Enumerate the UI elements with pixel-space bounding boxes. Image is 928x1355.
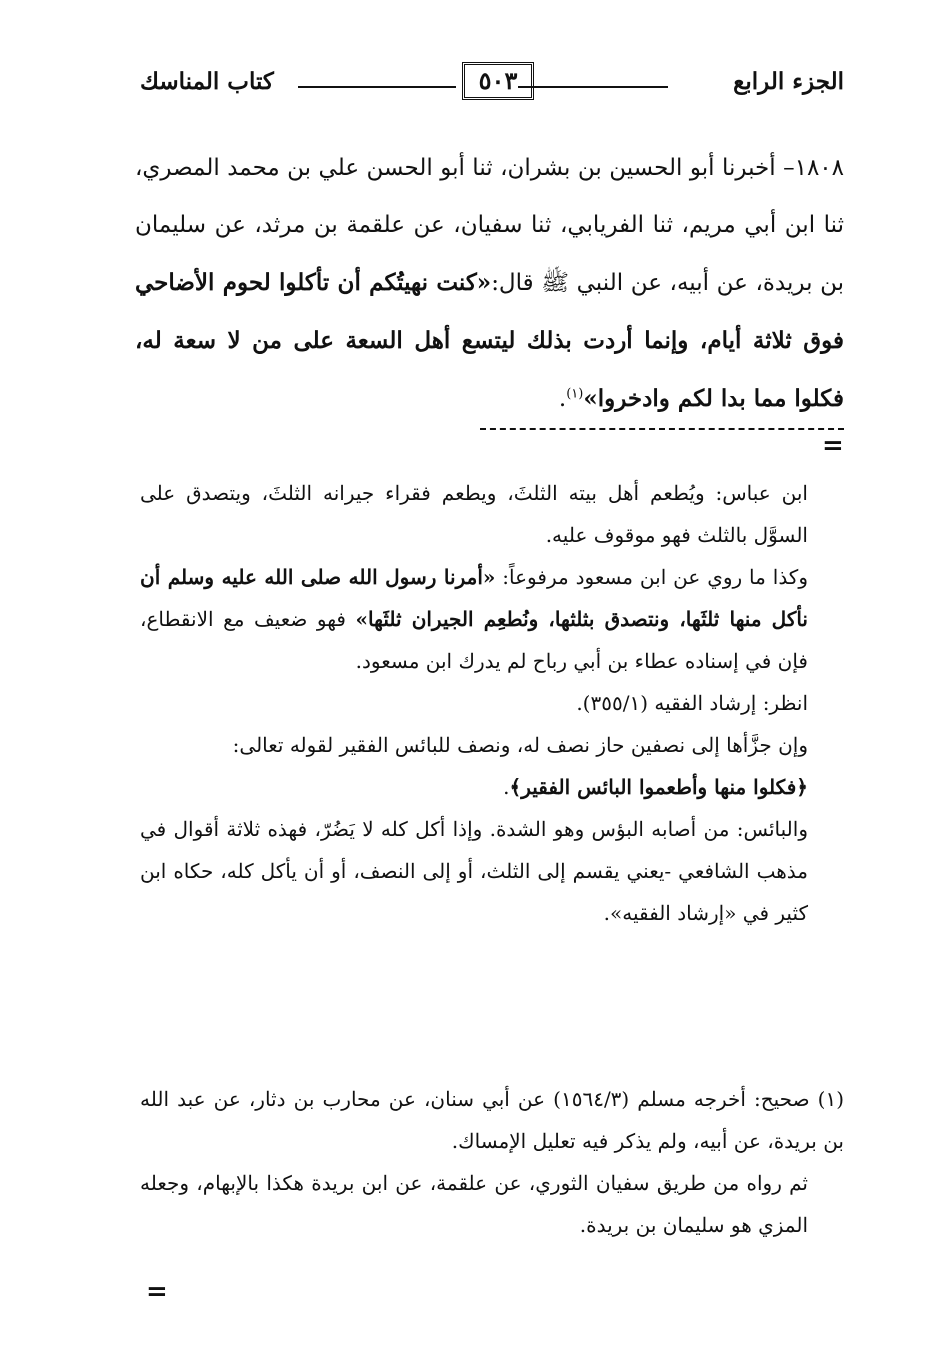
page-number: ٥٠٣ <box>462 62 534 100</box>
note-paragraph <box>140 766 808 808</box>
quran-verse: ﴿فكلوا منها وأطعموا البائس الفقير﴾ <box>509 775 808 799</box>
header-rule-left <box>298 86 456 88</box>
note-quote: «أمرنا رسول الله صلى الله عليه وسلم أن نأكل منها ثلثَها، ونتصدق بثلثها، ونُطعِم الجيران ثلثَها» <box>140 565 809 631</box>
hadith-matn: «كنت نهيتُكم أن تأكلوا لحوم الأضاحي فوق ثلاثة أيام، وإنما أردت بذلك ليتسع أهل السعة على من لا سعة له، فكلوا مما بدا لكم وادخروا» <box>135 269 844 412</box>
footnote-line <box>140 1078 844 1162</box>
note-paragraph: ابن عباس: ويُطعم أهل بيته الثلثَ، ويطعم فقراء جيرانه الثلثَ، ويتصدق على السوَّل بالثلث فهو موقوف عليه. <box>140 481 808 547</box>
footnote-text: صحيح: أخرجه مسلم (١٥٦٤/٣) عن أبي سنان، عن محارب بن دثار، عن عبد الله بن بريدة، عن أبيه، ولم يذكر فيه تعليل الإمساك. <box>140 1087 844 1153</box>
continuation-mark-top: = <box>822 431 844 461</box>
hadith-chain: أخبرنا أبو الحسين بن بشران، ثنا أبو الحسن علي بن محمد المصري، ثنا ابن أبي مريم، ثنا الفريابي، ثنا سفيان، عن علقمة بن مرثد، عن سليمان بن بريدة، عن أبيه، عن النبي ﷺ قال: <box>135 155 845 296</box>
hadith-text <box>135 140 844 428</box>
hadith-number: ١٨٠٨– <box>783 155 845 181</box>
note-text: . <box>503 775 510 799</box>
footnote-ref: (١) <box>566 386 584 402</box>
footnote-marker: (١) <box>817 1087 844 1111</box>
notes-section <box>140 472 808 934</box>
note-paragraph: والبائس: من أصابه البؤس وهو الشدة. وإذا أكل كله لا يَضُرّ، فهذه ثلاثة أقوال في مذهب الشافعي -يعني يقسم إلى الثلث، أو إلى النصف، أو أن يأكل كله، حكاه ابن كثير في «إرشاد الفقيه». <box>140 817 808 925</box>
note-text: فهو ضعيف مع الانقطاع، فإن في إسناده عطاء بن أبي رباح لم يدرك ابن مسعود. <box>140 607 808 673</box>
note-paragraph: وإن جزَّأها إلى نصفين حاز نصف له، ونصف للبائس الفقير لقوله تعالى: <box>232 733 808 757</box>
note-paragraph: انظر: إرشاد الفقيه (٣٥٥/١). <box>576 691 808 715</box>
footnote-line: ثم رواه من طريق سفيان الثوري، عن علقمة، عن ابن بريدة هكذا بالإبهام، وجعله المزي هو سليمان بن بريدة. <box>140 1171 808 1237</box>
header-rule-right <box>518 86 668 88</box>
continuation-mark-bottom: = <box>146 1277 168 1307</box>
note-paragraph <box>140 556 808 682</box>
page-header <box>140 62 844 102</box>
section-divider <box>480 428 844 430</box>
volume-label: الجزء الرابع <box>733 68 844 95</box>
book-title: كتاب المناسك <box>140 68 274 95</box>
note-text: وكذا ما روي عن ابن مسعود مرفوعاً: <box>495 565 808 589</box>
hadith-end: . <box>558 386 567 412</box>
footnote <box>140 1078 844 1246</box>
